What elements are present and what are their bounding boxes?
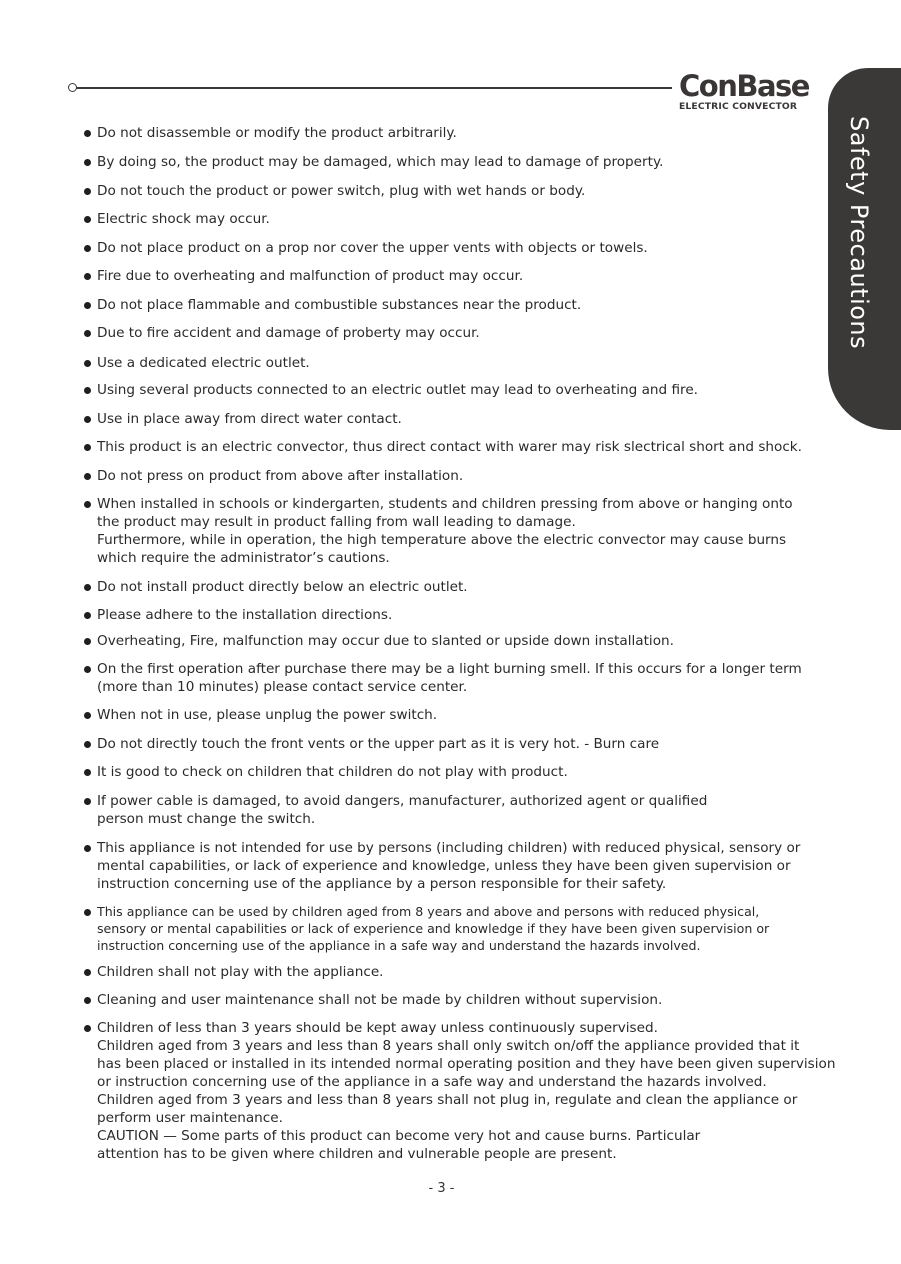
list-item-line: This appliance can be used by children aged from 8 years and above and persons with reduced physical,	[97, 904, 760, 919]
list-item	[84, 267, 523, 285]
bullet-icon	[84, 845, 91, 852]
list-item	[84, 735, 659, 753]
list-item-line: On the first operation after purchase there may be a light burning smell. If this occurs for a longer term	[97, 661, 802, 677]
bullet-icon	[84, 712, 91, 719]
list-item	[84, 239, 648, 257]
list-item-line: Fire due to overheating and malfunction of product may occur.	[97, 268, 524, 284]
bullet-icon	[84, 638, 91, 645]
list-item-line: It is good to check on children that children do not play with product.	[97, 764, 568, 780]
bullet-icon	[84, 612, 91, 619]
list-item-line: instruction concerning use of the appliance in a safe way and understand the hazards involved.	[97, 938, 701, 953]
list-item-line: Use in place away from direct water contact.	[97, 411, 402, 427]
list-item	[84, 606, 392, 624]
bullet-icon	[84, 216, 91, 223]
brand-name: ConBase	[679, 69, 809, 103]
list-item-line: This appliance is not intended for use by persons (including children) with reduced physical, sensory or	[97, 840, 801, 856]
bullet-icon	[84, 159, 91, 166]
list-item-line: or instruction concerning use of the appliance in a safe way and understand the hazards involved.	[97, 1074, 767, 1090]
list-item	[84, 495, 793, 567]
bullet-icon	[84, 969, 91, 976]
header-rule	[76, 87, 672, 89]
list-item-line: Do not install product directly below an electric outlet.	[97, 579, 468, 595]
bullet-icon	[84, 245, 91, 252]
bullet-icon	[84, 741, 91, 748]
list-item-line: Cleaning and user maintenance shall not be made by children without supervision.	[97, 992, 663, 1008]
list-item	[84, 296, 581, 314]
list-item-line: instruction concerning use of the appliance by a person responsible for their safety.	[97, 876, 667, 892]
list-item	[84, 381, 698, 399]
list-item-line: sensory or mental capabilities or lack of experience and knowledge if they have been given supervision or	[97, 921, 770, 936]
bullet-icon	[84, 909, 91, 916]
list-item-line: which require the administrator’s cautions.	[97, 550, 390, 566]
list-item	[84, 153, 663, 171]
list-item-line: Do not disassemble or modify the product arbitrarily.	[97, 125, 457, 141]
list-item-line: (more than 10 minutes) please contact service center.	[97, 679, 468, 695]
list-item-line: Children of less than 3 years should be kept away unless continuously supervised.	[97, 1020, 658, 1036]
list-item	[84, 410, 402, 428]
brand-logo	[679, 69, 827, 112]
section-tab-label: Safety Precautions	[845, 116, 873, 350]
list-item-line: has been placed or installed in its intended normal operating position and they have been given supervision	[97, 1056, 836, 1072]
bullet-icon	[84, 769, 91, 776]
list-item	[84, 438, 802, 456]
list-item-line: Children shall not play with the appliance.	[97, 964, 384, 980]
list-item-line: Overheating, Fire, malfunction may occur due to slanted or upside down installation.	[97, 633, 674, 649]
list-item	[84, 182, 585, 200]
list-item-line: perform user maintenance.	[97, 1110, 283, 1126]
bullet-icon	[84, 302, 91, 309]
list-item-line: If power cable is damaged, to avoid dangers, manufacturer, authorized agent or qualified	[97, 793, 708, 809]
list-item-line: person must change the switch.	[97, 811, 316, 827]
bullet-icon	[84, 584, 91, 591]
bullet-icon	[84, 330, 91, 337]
bullet-icon	[84, 130, 91, 137]
list-item-line: When not in use, please unplug the power switch.	[97, 707, 438, 723]
list-item	[84, 632, 674, 650]
list-item-line: attention has to be given where children and vulnerable people are present.	[97, 1146, 617, 1162]
bullet-icon	[84, 360, 91, 367]
list-item-line: Children aged from 3 years and less than 8 years shall only switch on/off the appliance provided that it	[97, 1038, 800, 1054]
bullet-icon	[84, 387, 91, 394]
list-item	[84, 706, 437, 724]
list-item	[84, 839, 800, 893]
list-item-line: Do not directly touch the front vents or the upper part as it is very hot. - Burn care	[97, 736, 660, 752]
list-item-line: This product is an electric convector, thus direct contact with warer may risk slectrical short and shock.	[97, 439, 803, 455]
list-item-line: Use a dedicated electric outlet.	[97, 355, 310, 371]
list-item-line: Please adhere to the installation directions.	[97, 607, 393, 623]
list-item-line: By doing so, the product may be damaged, which may lead to damage of property.	[97, 154, 664, 170]
list-item-line: Do not touch the product or power switch, plug with wet hands or body.	[97, 183, 586, 199]
list-item-line: Using several products connected to an electric outlet may lead to overheating and fire.	[97, 382, 699, 398]
page-number: - 3 -	[428, 1181, 455, 1196]
bullet-icon	[84, 188, 91, 195]
list-item	[84, 660, 802, 696]
list-item	[84, 578, 468, 596]
list-item	[84, 124, 457, 142]
list-item-line: Do not press on product from above after installation.	[97, 468, 464, 484]
list-item-line: Do not place flammable and combustible substances near the product.	[97, 297, 582, 313]
bullet-icon	[84, 473, 91, 480]
list-item	[84, 324, 480, 342]
list-item-line: mental capabilities, or lack of experience and knowledge, unless they have been given supervision or	[97, 858, 791, 874]
list-item-line: Electric shock may occur.	[97, 211, 270, 227]
brand-subtitle: ELECTRIC CONVECTOR	[679, 101, 798, 112]
bullet-icon	[84, 273, 91, 280]
bullet-icon	[84, 666, 91, 673]
bullet-icon	[84, 501, 91, 508]
bullet-icon	[84, 997, 91, 1004]
bullet-icon	[84, 444, 91, 451]
list-item-line: CAUTION — Some parts of this product can become very hot and cause burns. Particular	[97, 1128, 701, 1144]
list-item	[84, 963, 384, 981]
list-item	[84, 792, 707, 828]
bullet-icon	[84, 798, 91, 805]
list-item-line: the product may result in product falling from wall leading to damage.	[97, 514, 576, 530]
list-item	[84, 467, 463, 485]
list-item	[84, 903, 769, 954]
list-item-line: Due to fire accident and damage of proberty may occur.	[97, 325, 480, 341]
list-item	[84, 354, 310, 372]
list-item	[84, 763, 568, 781]
bullet-icon	[84, 416, 91, 423]
section-tab	[828, 68, 901, 430]
list-item-line: Furthermore, while in operation, the high temperature above the electric convector may cause burns	[97, 532, 787, 548]
list-item-line: Do not place product on a prop nor cover the upper vents with objects or towels.	[97, 240, 648, 256]
list-item	[84, 991, 662, 1009]
list-item-line: When installed in schools or kindergarten, students and children pressing from above or hanging onto	[97, 496, 793, 512]
list-item	[84, 210, 270, 228]
bullet-icon	[84, 1025, 91, 1032]
list-item	[84, 1019, 835, 1163]
list-item-line: Children aged from 3 years and less than 8 years shall not plug in, regulate and clean the appliance or	[97, 1092, 798, 1108]
